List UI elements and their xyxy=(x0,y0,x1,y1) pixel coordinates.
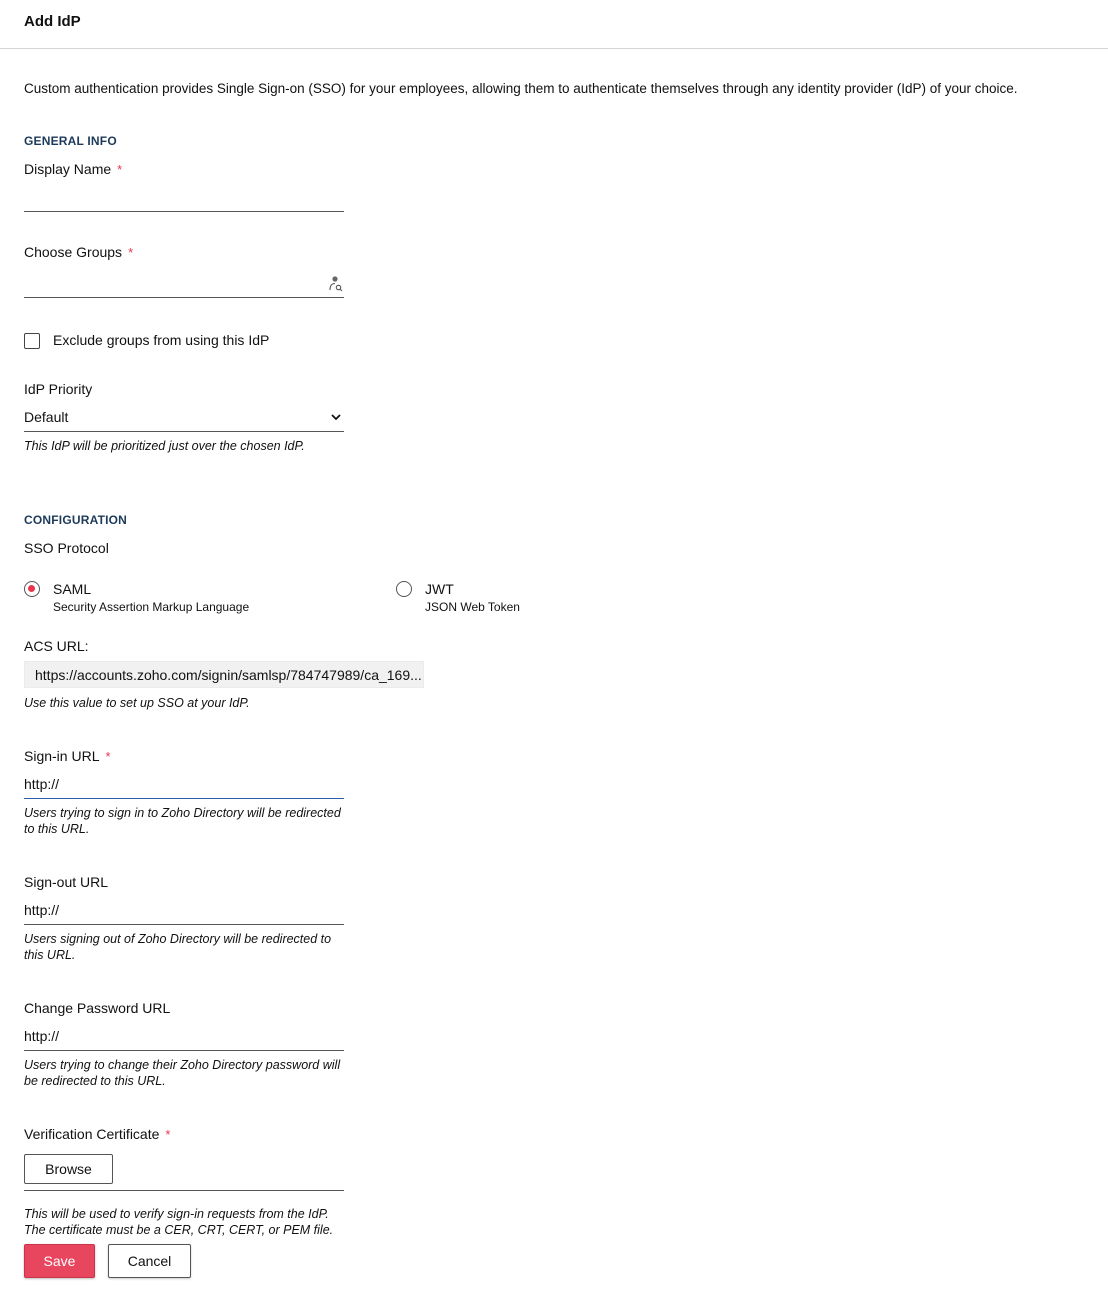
change-password-url-hint xyxy=(24,1057,340,1089)
display-name-label xyxy=(24,161,122,177)
display-name-input[interactable] xyxy=(24,182,344,212)
required-mark: * xyxy=(105,749,111,764)
saml-radio[interactable] xyxy=(24,581,40,597)
signin-url-label-text: Sign-in URL xyxy=(24,748,100,764)
change-password-url-hint-line2: be redirected to this URL. xyxy=(24,1074,166,1088)
signin-url-hint-line1: Users trying to sign in to Zoho Directory will be redirected xyxy=(24,806,341,820)
signin-url-hint xyxy=(24,805,341,837)
verification-certificate-label-text: Verification Certificate xyxy=(24,1126,160,1142)
change-password-url-input[interactable] xyxy=(24,1021,344,1051)
required-mark: * xyxy=(117,162,123,177)
required-mark: * xyxy=(165,1127,171,1142)
acs-url-field[interactable]: https://accounts.zoho.com/signin/samlsp/784747989/ca_169... xyxy=(24,661,424,688)
configuration-title: CONFIGURATION xyxy=(24,513,128,527)
signout-url-label: Sign-out URL xyxy=(24,874,109,890)
verification-certificate-hint xyxy=(24,1206,333,1238)
verification-certificate-hint-line1: This will be used to verify sign-in requests from the IdP. xyxy=(24,1207,329,1221)
chevron-down-icon xyxy=(330,411,342,423)
required-mark: * xyxy=(128,245,134,260)
acs-url-label: ACS URL: xyxy=(24,638,89,654)
general-info-title: GENERAL INFO xyxy=(24,134,117,148)
jwt-radio[interactable] xyxy=(396,581,412,597)
signout-url-hint-line2: this URL. xyxy=(24,948,76,962)
idp-priority-select[interactable] xyxy=(24,405,344,432)
signin-url-hint-line2: to this URL. xyxy=(24,822,90,836)
saml-radio-title: SAML xyxy=(53,581,92,597)
acs-url-hint: Use this value to set up SSO at your IdP. xyxy=(24,696,250,710)
saml-radio-subtitle: Security Assertion Markup Language xyxy=(53,600,250,614)
display-name-label-text: Display Name xyxy=(24,161,112,177)
sso-protocol-label: SSO Protocol xyxy=(24,540,109,556)
choose-groups-input[interactable] xyxy=(24,268,344,298)
exclude-groups-label: Exclude groups from using this IdP xyxy=(53,332,270,348)
choose-groups-label-text: Choose Groups xyxy=(24,244,123,260)
page-header xyxy=(0,0,1108,49)
change-password-url-label: Change Password URL xyxy=(24,1000,171,1016)
change-password-url-hint-line1: Users trying to change their Zoho Directory password will xyxy=(24,1058,341,1072)
signout-url-hint-line1: Users signing out of Zoho Directory will be redirected to xyxy=(24,932,332,946)
page-title: Add IdP xyxy=(24,13,81,30)
signin-url-input[interactable] xyxy=(24,769,344,799)
jwt-radio-subtitle: JSON Web Token xyxy=(425,600,520,614)
idp-priority-hint: This IdP will be prioritized just over the chosen IdP. xyxy=(24,439,305,453)
signin-url-label xyxy=(24,748,111,764)
save-button[interactable]: Save xyxy=(24,1244,95,1278)
intro-text: Custom authentication provides Single Sign-on (SSO) for your employees, allowing them to authenticate themselves through any identity provider (IdP) of your choice. xyxy=(24,81,1018,96)
choose-groups-label xyxy=(24,244,133,260)
idp-priority-value: Default xyxy=(24,409,69,425)
browse-button[interactable]: Browse xyxy=(24,1154,113,1184)
jwt-radio-title: JWT xyxy=(425,581,454,597)
verification-certificate-hint-line2: The certificate must be a CER, CRT, CERT, or PEM file. xyxy=(24,1223,334,1237)
verification-certificate-label xyxy=(24,1126,170,1142)
signout-url-hint xyxy=(24,931,331,963)
certificate-divider xyxy=(24,1190,344,1191)
exclude-groups-checkbox[interactable] xyxy=(24,333,40,349)
idp-priority-label: IdP Priority xyxy=(24,381,93,397)
group-search-icon[interactable] xyxy=(326,275,344,293)
signout-url-input[interactable] xyxy=(24,895,344,925)
cancel-button[interactable]: Cancel xyxy=(108,1244,191,1278)
